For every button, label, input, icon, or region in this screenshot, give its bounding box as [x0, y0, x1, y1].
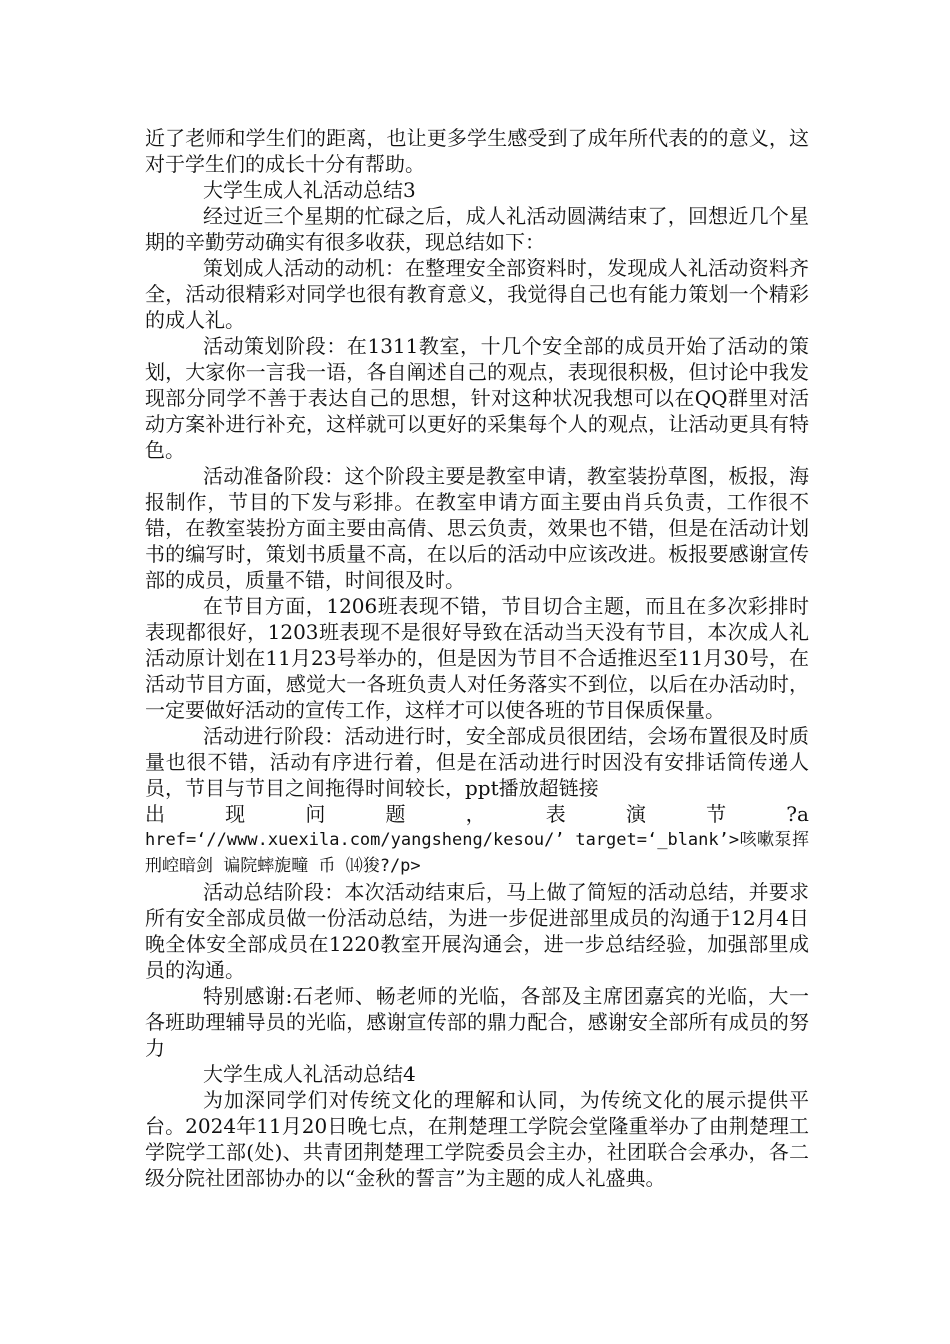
spread-char: 演	[625, 802, 646, 826]
spread-char: 节	[706, 802, 727, 826]
spread-char: 问	[305, 802, 326, 826]
spread-char: 表	[545, 802, 566, 826]
paragraph-summary-stage: 活动总结阶段：本次活动结束后，马上做了简短的活动总结，并要求所有安全部成员做一份活动总结，为进一步促进部里成员的沟通于12月4日晚全体安全部成员在1220教室开展沟通会，进一步总结经验，加强部里成员的沟通。	[145, 880, 809, 982]
paragraph-intro: 经过近三个星期的忙碌之后，成人礼活动圆满结束了，回想近几个星期的辛勤劳动确实有很多收获，现总结如下：	[145, 204, 809, 254]
paragraph-preparation-stage: 活动准备阶段：这个阶段主要是教室申请，教室装扮草图，板报，海报制作，节目的下发与彩排。在教室申请方面主要由肖兵负责，工作很不错，在教室装扮方面主要由高倩、思云负责，效果也不错，但是在活动计划书的编写时，策划书质量不高，在以后的活动中应该改进。板报要感谢宣传部的成员，质量不错，时间很及时。	[145, 464, 809, 592]
paragraph-planning-stage: 活动策划阶段：在1311教室，十几个安全部的成员开始了活动的策划，大家你一言我一语，各自阐述自己的观点，表现很积极，但讨论中我发现部分同学不善于表达自己的思想，针对这种状况我想可以在QQ群里对活动方案补进行补充，这样就可以更好的采集每个人的观点，让活动更具有特色。	[145, 334, 809, 462]
spread-char: 题	[385, 802, 406, 826]
paragraph-motive: 策划成人活动的动机：在整理安全部资料时，发现成人礼活动资料齐全，活动很精彩对同学也很有教育意义，我觉得自己也有能力策划一个精彩的成人礼。	[145, 256, 809, 332]
section-4-title: 大学生成人礼活动总结4	[203, 1062, 416, 1086]
garbled-html-fragment: href=‘//www.xuexila.com/yangsheng/kesou/’ target=‘_blank’>咳嗽泵挥刑崆暗剑 谝院蟀旎疃 币 ⒁狻?/p>	[145, 830, 809, 876]
spread-char: ?a	[786, 802, 809, 826]
paragraph-running-stage: 活动进行阶段：活动进行时，安全部成员很团结，会场布置很及时质量也很不错，活动有序进行着，但是在活动进行时因没有安排话筒传递人员，节目与节目之间拖得时间较长，ppt播放超链接	[145, 724, 809, 800]
spread-line	[145, 801, 809, 827]
spread-char: 出	[145, 802, 165, 826]
spread-char: 现	[225, 802, 246, 826]
paragraph-thanks: 特别感谢:石老师、畅老师的光临，各部及主席团嘉宾的光临，大一各班助理辅导员的光临，感谢宣传部的鼎力配合，感谢安全部所有成员的努力	[145, 984, 809, 1060]
paragraph-continuation: 近了老师和学生们的距离，也让更多学生感受到了成年所代表的的意义，这对于学生们的成长十分有帮助。	[145, 126, 809, 176]
document-body	[145, 125, 809, 1191]
paragraph-event: 为加深同学们对传统文化的理解和认同，为传统文化的展示提供平台。2024年11月20日晚七点，在荆楚理工学院会堂隆重举办了由荆楚理工学院学工部(处)、共青团荆楚理工学院委员会主办，社团联合会承办，各二级分院社团部协办的以“金秋的誓言”为主题的成人礼盛典。	[145, 1088, 809, 1190]
section-3-title: 大学生成人礼活动总结3	[203, 178, 416, 202]
spread-char: ，	[465, 802, 486, 826]
paragraph-program: 在节目方面，1206班表现不错，节目切合主题，而且在多次彩排时表现都很好，1203班表现不是很好导致在活动当天没有节目，本次成人礼活动原计划在11月23号举办的，但是因为节目不合适推迟至11月30号，在活动节目方面，感觉大一各班负责人对任务落实不到位，以后在办活动时，一定要做好活动的宣传工作，这样才可以使各班的节目保质保量。	[145, 594, 809, 722]
